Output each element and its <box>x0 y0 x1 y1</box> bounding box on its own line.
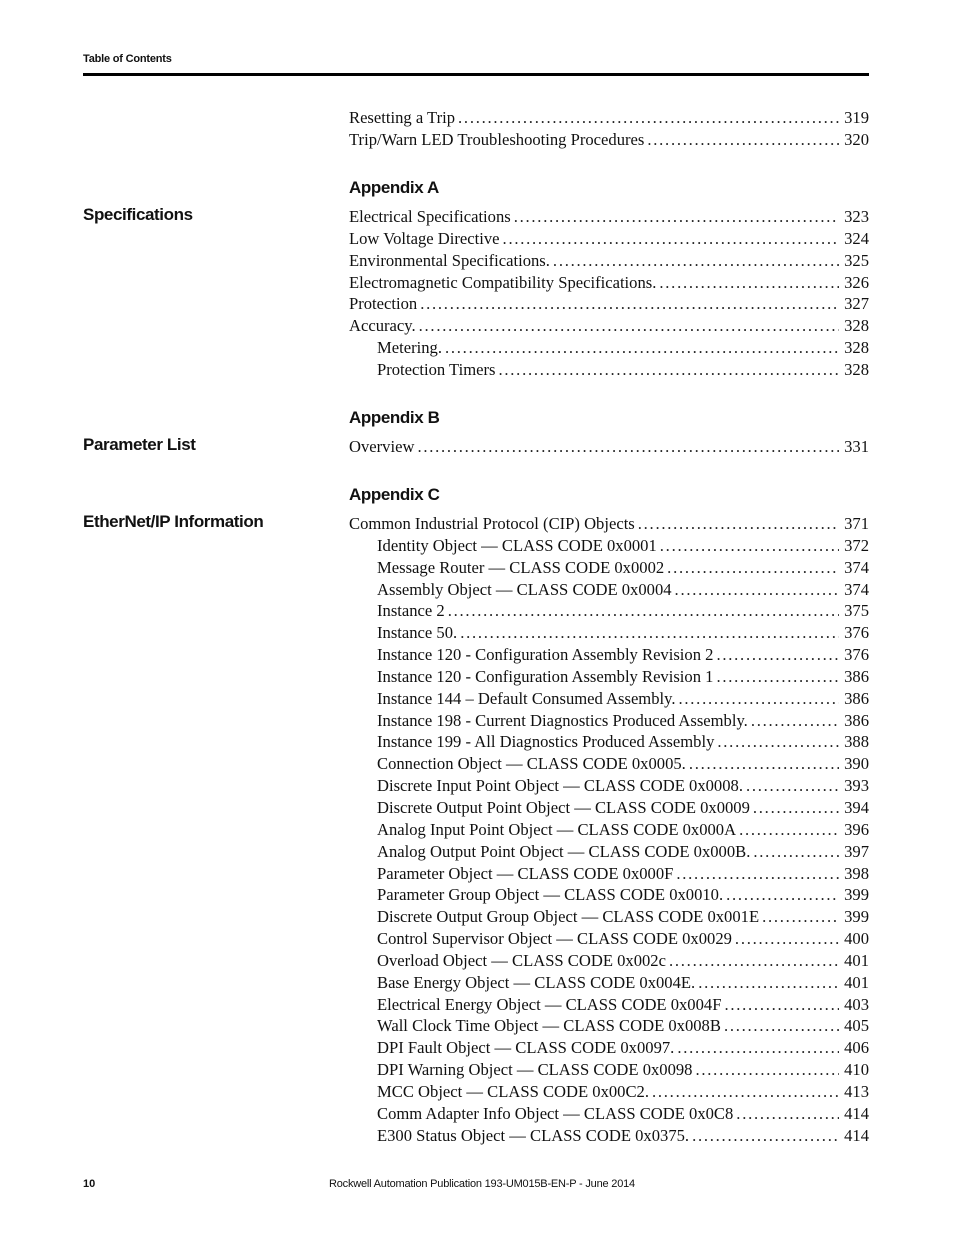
toc-entry[interactable] <box>349 293 869 315</box>
toc-entry[interactable] <box>349 1103 869 1125</box>
toc-entry-page: 403 <box>844 994 869 1014</box>
toc-entry[interactable] <box>349 950 869 972</box>
dot-leader <box>724 1015 839 1037</box>
toc-list-appendix-c <box>349 513 869 1146</box>
section-specifications: Specifications <box>83 205 193 224</box>
section-parameter-list: Parameter List <box>83 435 196 454</box>
toc-entry-page: 401 <box>844 950 869 970</box>
toc-entry-title: Analog Output Point Object — CLASS CODE 0x000B. <box>377 841 751 861</box>
toc-entry-title: Electrical Energy Object — CLASS CODE 0x004F <box>377 994 722 1014</box>
toc-entry-title: Discrete Input Point Object — CLASS CODE 0x0008. <box>377 776 743 796</box>
toc-entry[interactable] <box>349 1037 869 1059</box>
appendix-b-label: Appendix B <box>349 408 440 427</box>
toc-entry-page: 328 <box>844 359 869 379</box>
toc-entry[interactable] <box>349 315 869 337</box>
toc-entry[interactable] <box>349 1081 869 1103</box>
toc-entry-page: 328 <box>844 316 869 336</box>
toc-entry-title: Electrical Specifications <box>349 207 511 226</box>
dot-leader <box>417 436 839 458</box>
toc-entry-title: Message Router — CLASS CODE 0x0002 <box>377 557 665 577</box>
toc-entry[interactable] <box>349 1125 869 1147</box>
toc-entry-page: 319 <box>844 108 869 127</box>
dot-leader <box>716 666 839 688</box>
toc-entry[interactable] <box>349 1015 869 1037</box>
dot-leader <box>689 753 839 775</box>
dot-leader <box>445 337 839 359</box>
toc-entry-title: Parameter Group Object — CLASS CODE 0x0010. <box>377 885 724 905</box>
dot-leader <box>638 513 839 535</box>
toc-entry-title: Protection Timers <box>377 359 496 379</box>
toc-entry[interactable] <box>349 972 869 994</box>
toc-entry-page: 326 <box>844 272 869 292</box>
dot-leader <box>692 1125 839 1147</box>
toc-entry-page: 376 <box>844 623 869 643</box>
toc-entry-page: 396 <box>844 819 869 839</box>
running-head: Table of Contents <box>83 53 172 65</box>
toc-entry-page: 390 <box>844 754 869 774</box>
toc-entry-title: Trip/Warn LED Troubleshooting Procedures <box>349 129 645 149</box>
toc-entry[interactable] <box>349 731 869 753</box>
toc-entry-title: Parameter Object — CLASS CODE 0x000F <box>377 863 674 883</box>
toc-entry[interactable] <box>349 436 869 458</box>
toc-entry-page: 394 <box>844 797 869 817</box>
dot-leader <box>753 841 839 863</box>
dot-leader <box>746 775 839 797</box>
toc-entry[interactable] <box>349 359 869 381</box>
dot-leader <box>652 1081 839 1103</box>
toc-entry-title: Resetting a Trip <box>349 108 456 127</box>
toc-entry-page: 327 <box>844 294 869 314</box>
toc-entry-page: 414 <box>844 1125 869 1145</box>
dot-leader <box>698 972 839 994</box>
toc-entry[interactable] <box>349 994 869 1016</box>
dot-leader <box>420 293 839 315</box>
toc-entry[interactable] <box>349 129 869 151</box>
header-rule <box>83 73 869 76</box>
dot-leader <box>736 1103 839 1125</box>
page-number: 10 <box>83 1178 96 1190</box>
toc-entry[interactable] <box>349 666 869 688</box>
toc-entry-title: Identity Object — CLASS CODE 0x0001 <box>377 535 657 555</box>
toc-entry-page: 325 <box>844 250 869 270</box>
toc-entry[interactable] <box>349 557 869 579</box>
toc-entry-title: Base Energy Object — CLASS CODE 0x004E. <box>377 972 696 992</box>
toc-entry-title: Instance 50. <box>377 623 458 643</box>
toc-entry-title: Instance 198 - Current Diagnostics Produced Assembly. <box>377 710 748 730</box>
dot-leader <box>460 622 839 644</box>
toc-entry-title: Metering. <box>377 338 442 358</box>
toc-entry-page: 386 <box>844 666 869 686</box>
toc-entry-title: Assembly Object — CLASS CODE 0x0004 <box>377 579 672 599</box>
toc-entry[interactable] <box>349 513 869 535</box>
toc-entry-title: Overview <box>349 437 415 456</box>
dot-leader <box>739 819 839 841</box>
toc-entry[interactable] <box>349 863 869 885</box>
dot-leader <box>717 731 839 753</box>
toc-entry-page: 393 <box>844 776 869 796</box>
toc-entry-page: 371 <box>844 514 869 533</box>
toc-entry-title: E300 Status Object — CLASS CODE 0x0375. <box>377 1125 690 1145</box>
toc-entry[interactable] <box>349 797 869 819</box>
toc-entry[interactable] <box>349 841 869 863</box>
toc-entry-title: Overload Object — CLASS CODE 0x002c <box>377 950 666 970</box>
toc-entry[interactable] <box>349 1059 869 1081</box>
toc-entry-title: Instance 144 – Default Consumed Assembly. <box>377 688 676 708</box>
dot-leader <box>675 579 839 601</box>
toc-entry-page: 320 <box>844 129 869 149</box>
toc-entry[interactable] <box>349 710 869 732</box>
toc-entry-page: 398 <box>844 863 869 883</box>
toc-entry[interactable] <box>349 579 869 601</box>
dot-leader <box>660 535 839 557</box>
toc-entry-page: 406 <box>844 1038 869 1058</box>
dot-leader <box>726 884 839 906</box>
dot-leader <box>498 359 839 381</box>
dot-leader <box>448 600 839 622</box>
publication-info: Rockwell Automation Publication 193-UM015B-EN-P - June 2014 <box>329 1178 635 1190</box>
toc-list-appendix-b <box>349 436 869 458</box>
toc-entry[interactable] <box>349 775 869 797</box>
toc-entry-title: Instance 199 - All Diagnostics Produced Assembly <box>377 732 715 752</box>
toc-entry-title: Electromagnetic Compatibility Specifications. <box>349 272 657 292</box>
dot-leader <box>716 644 839 666</box>
dot-leader <box>419 315 839 337</box>
toc-entry-page: 397 <box>844 841 869 861</box>
toc-entry[interactable] <box>349 107 869 129</box>
toc-entry-title: DPI Fault Object — CLASS CODE 0x0097. <box>377 1038 675 1058</box>
toc-entry-page: 374 <box>844 557 869 577</box>
toc-entry[interactable] <box>349 337 869 359</box>
toc-entry-title: Accuracy. <box>349 316 416 336</box>
toc-entry[interactable] <box>349 928 869 950</box>
toc-entry[interactable] <box>349 644 869 666</box>
toc-entry[interactable] <box>349 600 869 622</box>
toc-list-top <box>349 107 869 151</box>
toc-entry-title: Environmental Specifications. <box>349 250 550 270</box>
toc-entry-title: Instance 120 - Configuration Assembly Revision 1 <box>377 666 714 686</box>
toc-entry[interactable] <box>349 819 869 841</box>
toc-entry-title: Common Industrial Protocol (CIP) Objects <box>349 514 635 533</box>
toc-entry-title: Control Supervisor Object — CLASS CODE 0x0029 <box>377 929 732 949</box>
toc-entry-page: 374 <box>844 579 869 599</box>
toc-entry-title: MCC Object — CLASS CODE 0x00C2. <box>377 1081 649 1101</box>
dot-leader <box>677 1037 839 1059</box>
toc-entry[interactable] <box>349 753 869 775</box>
toc-entry-title: Discrete Output Point Object — CLASS CODE 0x0009 <box>377 797 750 817</box>
toc-entry-title: Wall Clock Time Object — CLASS CODE 0x008B <box>377 1016 721 1036</box>
dot-leader <box>678 688 839 710</box>
toc-entry-page: 328 <box>844 338 869 358</box>
toc-entry-title: Instance 120 - Configuration Assembly Revision 2 <box>377 645 714 665</box>
toc-entry-title: Instance 2 <box>377 601 445 621</box>
dot-leader <box>676 863 839 885</box>
appendix-c-label: Appendix C <box>349 485 440 504</box>
toc-entry-page: 331 <box>844 437 869 456</box>
toc-entry-title: Discrete Output Group Object — CLASS CODE 0x001E <box>377 907 760 927</box>
toc-entry-page: 401 <box>844 972 869 992</box>
dot-leader <box>724 994 839 1016</box>
toc-entry[interactable] <box>349 250 869 272</box>
toc-entry[interactable] <box>349 622 869 644</box>
section-ethernet-ip-information: EtherNet/IP Information <box>83 512 264 531</box>
toc-entry-page: 414 <box>844 1103 869 1123</box>
toc-entry-page: 400 <box>844 929 869 949</box>
dot-leader <box>667 557 839 579</box>
toc-entry[interactable] <box>349 535 869 557</box>
toc-entry[interactable] <box>349 228 869 250</box>
dot-leader <box>735 928 839 950</box>
toc-entry-page: 375 <box>844 601 869 621</box>
toc-entry[interactable] <box>349 272 869 294</box>
toc-entry-page: 324 <box>844 228 869 248</box>
toc-entry-page: 399 <box>844 885 869 905</box>
toc-entry-title: Connection Object — CLASS CODE 0x0005. <box>377 754 686 774</box>
dot-leader <box>503 228 839 250</box>
toc-entry-page: 410 <box>844 1060 869 1080</box>
toc-entry[interactable] <box>349 688 869 710</box>
toc-entry-page: 323 <box>844 207 869 226</box>
toc-entry-title: Protection <box>349 294 418 314</box>
dot-leader <box>458 107 839 129</box>
dot-leader <box>647 129 839 151</box>
toc-entry-page: 399 <box>844 907 869 927</box>
dot-leader <box>762 906 839 928</box>
dot-leader <box>669 950 839 972</box>
toc-entry[interactable] <box>349 206 869 228</box>
toc-entry-page: 386 <box>844 688 869 708</box>
toc-entry-page: 386 <box>844 710 869 730</box>
toc-entry-page: 372 <box>844 535 869 555</box>
toc-entry[interactable] <box>349 884 869 906</box>
dot-leader <box>753 797 839 819</box>
toc-entry-page: 405 <box>844 1016 869 1036</box>
appendix-a-label: Appendix A <box>349 178 439 197</box>
toc-entry-title: Analog Input Point Object — CLASS CODE 0x000A <box>377 819 737 839</box>
toc-entry-title: Comm Adapter Info Object — CLASS CODE 0x0C8 <box>377 1103 734 1123</box>
dot-leader <box>659 272 839 294</box>
toc-entry-page: 376 <box>844 645 869 665</box>
toc-entry-title: Low Voltage Directive <box>349 228 500 248</box>
dot-leader <box>553 250 839 272</box>
toc-entry-page: 388 <box>844 732 869 752</box>
toc-entry-title: DPI Warning Object — CLASS CODE 0x0098 <box>377 1060 693 1080</box>
dot-leader <box>695 1059 839 1081</box>
toc-list-appendix-a <box>349 206 869 381</box>
toc-entry[interactable] <box>349 906 869 928</box>
toc-entry-page: 413 <box>844 1081 869 1101</box>
dot-leader <box>751 710 839 732</box>
dot-leader <box>514 206 839 228</box>
